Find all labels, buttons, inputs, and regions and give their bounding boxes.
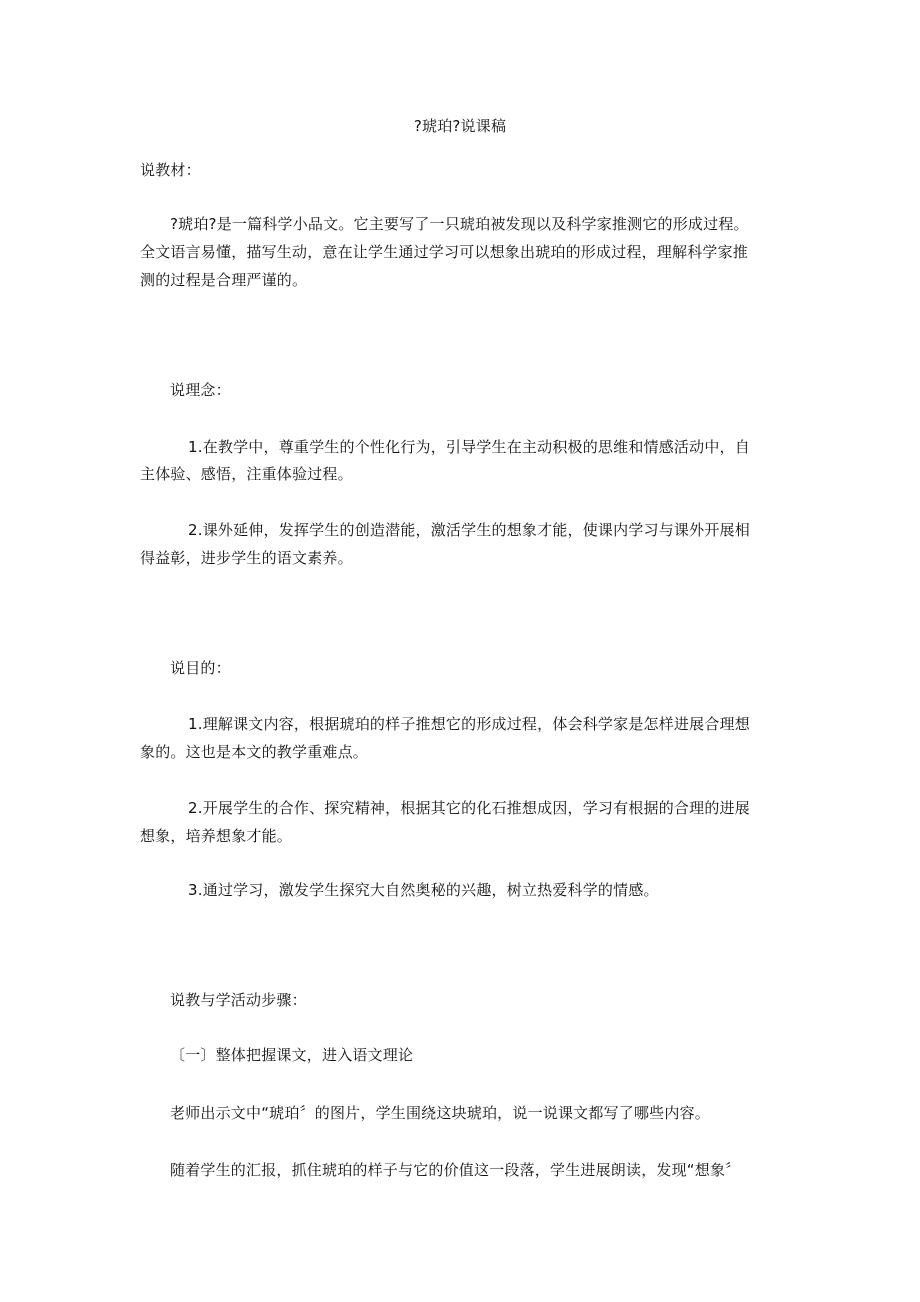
philosophy-item-line: 2.课外延伸，发挥学生的创造潜能，激活学生的想象才能，使课内学习与课外开展相 — [188, 521, 750, 539]
philosophy-item-line: 主体验、感悟，注重体验过程。 — [140, 465, 353, 483]
textbook-line: ?琥珀?是一篇科学小品文。它主要写了一只琥珀被发现以及科学家推测它的形成过程。 — [170, 215, 749, 233]
philosophy-item-line: 得益彰，进步学生的语文素养。 — [140, 549, 353, 567]
steps-paragraph: 随着学生的汇报，抓住琥珀的样子与它的价值这一段落，学生进展朗读，发现“想象〞 — [170, 1161, 741, 1179]
goal-item-line: 象的。这也是本文的教学重难点。 — [140, 743, 369, 761]
philosophy-item-line: 1.在教学中，尊重学生的个性化行为，引导学生在主动积极的思维和情感活动中，自 — [188, 438, 750, 456]
goal-item-line: 3.通过学习，激发学生探究大自然奥秘的兴趣，树立热爱科学的情感。 — [188, 881, 659, 899]
textbook-line: 测的过程是合理严谨的。 — [140, 271, 308, 289]
section-heading-textbook: 说教材： — [140, 161, 201, 179]
goal-item-line: 2.开展学生的合作、探究精神，根据其它的化石推想成因，学习有根据的合理的进展 — [188, 799, 750, 817]
goal-item-line: 1.理解课文内容，根据琥珀的样子推想它的形成过程，体会科学家是怎样进展合理想 — [188, 715, 750, 733]
textbook-line: 全文语言易懂，描写生动，意在让学生通过学习可以想象出琥珀的形成过程，理解科学家推 — [140, 243, 749, 261]
section-heading-steps: 说教与学活动步骤： — [170, 991, 307, 1009]
steps-subheading: 〔一〕整体把握课文，进入语文理论 — [170, 1046, 414, 1064]
page-title: ?琥珀?说课稿 — [413, 117, 507, 135]
section-heading-goals: 说目的： — [170, 659, 231, 677]
goal-item-line: 想象，培养想象才能。 — [140, 827, 293, 845]
section-heading-philosophy: 说理念： — [170, 381, 231, 399]
steps-paragraph: 老师出示文中“琥珀〞的图片，学生围绕这块琥珀，说一说课文都写了哪些内容。 — [170, 1104, 710, 1122]
